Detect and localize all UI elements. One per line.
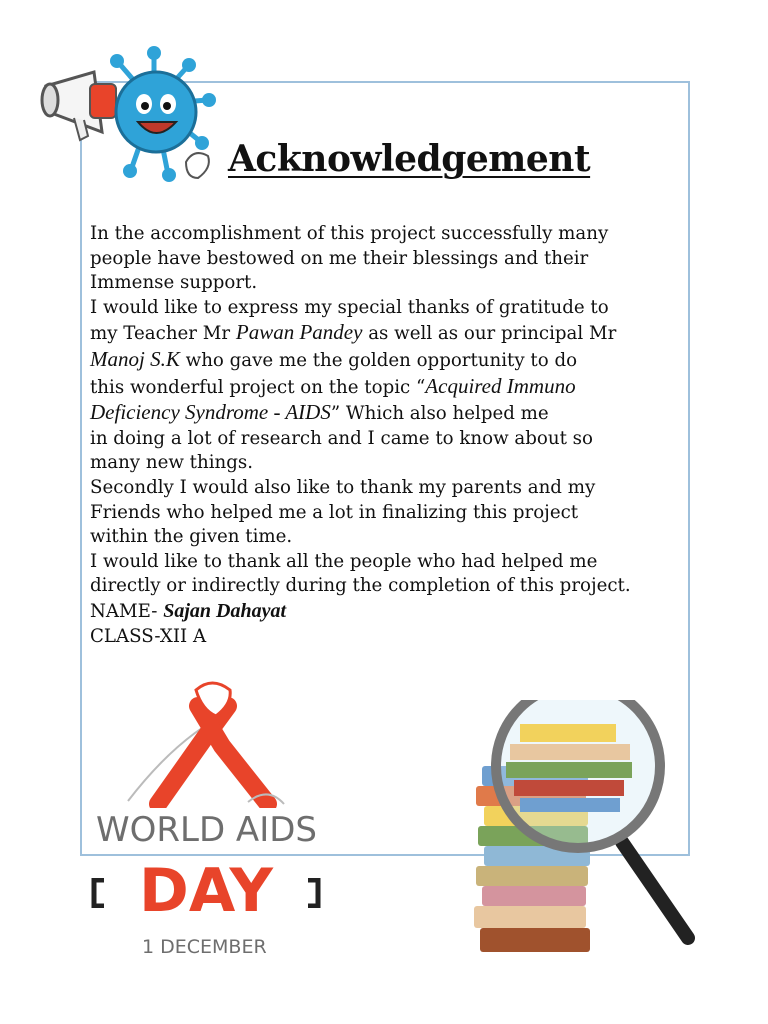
body-line: many new things. (90, 452, 253, 474)
name-label: NAME- (90, 600, 164, 622)
body-line (90, 320, 690, 347)
date-text: 1 DECEMBER (142, 936, 267, 958)
book-stack-icon (460, 700, 710, 970)
body-line: in doing a lot of research and I came to know about so (90, 427, 593, 449)
body-line: I would like to express my special thanks of gratitude to (90, 296, 609, 318)
body-text-segment: as well as our principal Mr (362, 323, 617, 345)
body-line: people have bestowed on me their blessings and their (90, 247, 589, 269)
student-name: Sajan Dahayat (163, 599, 287, 622)
body-line: Secondly I would also like to thank my parents and my (90, 476, 596, 498)
page-title: Acknowledgement (228, 138, 591, 180)
body-text-segment: this wonderful project on the topic “ (90, 376, 426, 398)
body-text-segment: my Teacher Mr (90, 323, 236, 345)
body-line: I would like to thank all the people who had helped me (90, 550, 598, 572)
day-text: DAY (139, 856, 273, 926)
megaphone-icon (42, 72, 116, 140)
body-line: In the accomplishment of this project successfully many (90, 223, 609, 244)
body-line: within the given time. (90, 526, 293, 548)
red-ribbon-icon (118, 676, 288, 811)
left-bracket-icon (88, 878, 108, 908)
day-banner (88, 856, 324, 926)
teacher-name: Pawan Pandey (235, 320, 363, 345)
topic-text: Deficiency Syndrome - AIDS (90, 400, 331, 425)
body-line (90, 400, 690, 427)
body-text-segment: ” Which also helped me (330, 403, 549, 425)
world-aids-text: WORLD AIDS (96, 810, 317, 850)
principal-name: Manoj S.K (90, 346, 180, 371)
body-text-segment: who gave me the golden opportunity to do (179, 349, 578, 371)
body-line: Friends who helped me a lot in finalizing this project (90, 501, 579, 523)
topic-text: Acquired Immuno (425, 373, 576, 398)
body-line (90, 347, 690, 374)
acknowledgement-body (90, 222, 690, 649)
body-line (90, 374, 690, 401)
right-bracket-icon (304, 878, 324, 908)
body-line: Immense support. (90, 272, 258, 294)
class-line: CLASS-XII A (90, 625, 207, 647)
name-line (90, 599, 690, 625)
virus-mascot-icon (36, 44, 226, 194)
body-line: directly or indirectly during the completion of this project. (90, 575, 631, 597)
